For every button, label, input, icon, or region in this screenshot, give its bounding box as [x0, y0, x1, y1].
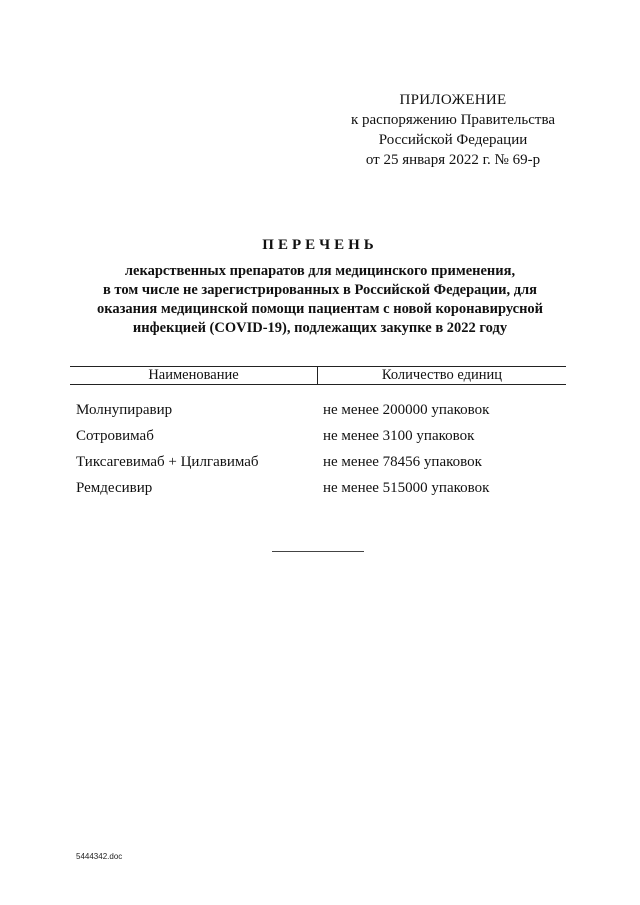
end-of-list-rule	[272, 551, 364, 552]
subtitle-line: в том числе не зарегистрированных в Российской Федерации, для	[102, 282, 538, 298]
subtitle-line: лекарственных препаратов для медицинского применения,	[124, 263, 516, 279]
drug-name: Сотровимаб	[76, 428, 154, 444]
column-header-name: Наименование	[148, 367, 239, 383]
drug-quantity: не менее 78456 упаковок	[323, 454, 482, 470]
drug-quantity: не менее 515000 упаковок	[323, 480, 490, 496]
appendix-line: Российской Федерации	[378, 132, 528, 148]
drug-name: Тиксагевимаб + Цилгавимаб	[76, 454, 259, 470]
appendix-block	[320, 90, 586, 170]
drug-name: Молнупиравир	[76, 402, 173, 418]
drug-quantity: не менее 200000 упаковок	[323, 402, 490, 418]
table-row	[0, 480, 640, 506]
document-subtitle	[60, 262, 580, 338]
drug-quantity: не менее 3100 упаковок	[323, 428, 475, 444]
table-body	[0, 402, 640, 506]
appendix-line: к распоряжению Правительства	[350, 112, 555, 128]
appendix-title: ПРИЛОЖЕНИЕ	[399, 92, 507, 108]
subtitle-line: инфекцией (COVID-19), подлежащих закупке в 2022 году	[132, 320, 508, 336]
appendix-date-number: от 25 января 2022 г. № 69-р	[365, 152, 541, 168]
table-row	[0, 402, 640, 428]
document-title: ПЕРЕЧЕНЬ	[262, 237, 378, 253]
table-row	[0, 454, 640, 480]
table-header-rule	[70, 384, 566, 385]
column-header-quantity: Количество единиц	[381, 367, 503, 383]
drug-name: Ремдесивир	[76, 480, 153, 496]
table-row	[0, 428, 640, 454]
footer-file-name: 5444342.doc	[76, 852, 123, 861]
subtitle-line: оказания медицинской помощи пациентам с новой коронавирусной	[96, 301, 544, 317]
